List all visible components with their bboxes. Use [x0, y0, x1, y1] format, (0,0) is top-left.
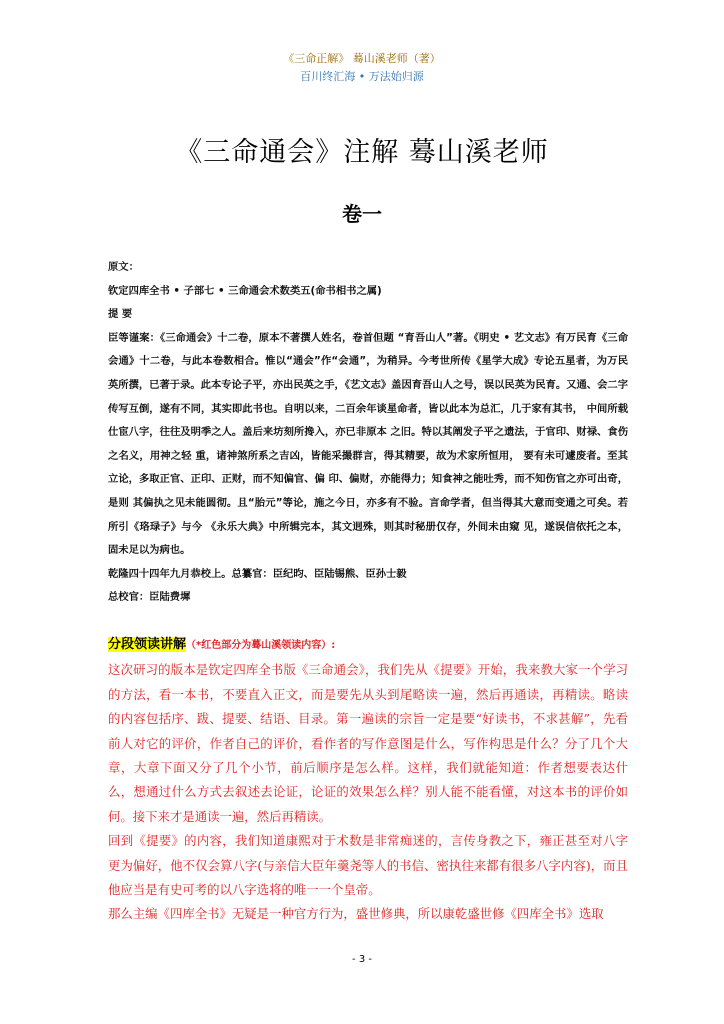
lecture-heading-line [108, 632, 628, 658]
running-header-motto: 百川终汇海 • 万法始归源 [300, 70, 424, 83]
lecture-note: （*红色部分为蓦山溪领读内容）: [186, 640, 336, 651]
volume-heading: 卷一 [342, 202, 382, 226]
original-date-line: 乾隆四十四年九月恭校上。总纂官：臣纪昀、臣陆锡熊、臣孙士毅 [108, 567, 407, 580]
page-title: 《三命通会》注解 蓦山溪老师 [175, 137, 549, 168]
original-label: 原文： [108, 261, 139, 273]
running-header-title: 《三命正解》 蓦山溪老师（著） [283, 52, 441, 65]
original-heading: 提 要 [108, 308, 133, 321]
original-source: 钦定四库全书 • 子部七 • 三命通会术数类五(命书相书之属) [108, 284, 382, 297]
lecture-paragraph-2: 回到《提要》的内容，我们知道康熙对于术数是非常痴迷的，言传身教之下，雍正甚至对八字更为偏好，他不仅会算八字(与亲信大臣年羹尧等人的书信、密执往来都有很多八字内容)，而且他应当是有史可考的以八字选将的唯一一个皇帝。 [108, 833, 628, 898]
page-number: - 3 - [352, 954, 372, 965]
lecture-paragraph-3: 那么主编《四库全书》无疑是一种官方行为，盛世修典，所以康乾盛世修《四库全书》选取 [108, 906, 604, 922]
original-text-section [108, 256, 628, 610]
lecture-section [108, 632, 628, 927]
original-paragraph: 臣等谨案：《三命通会》十二卷，原本不著撰人姓名，卷首但题 “育吾山人”著。《明史 • 艺文志》有万民育《三命会通》十二卷，与此本卷数相合。惟以“通会”作“会通”，为稍异。今考世所传《星学大成》专论五星者，为万民英所撰，已著于录。此本专论子平，亦出民英之手，《艺文志》盖因育吾山人之号，误以民英为民育。又通、会二字传写互倒，遂有不同，其实即此书也。自明以来，二百余年谈星命者，皆以此本为总汇，几于家有其书， 中间所载仕宦八字，往往及明季之人。盖后来坊刻所搀入，亦已非原本 之旧。特以其阐发子平之遗法，于官印、财禄、食伤之名义，用神之轻 重，诸神煞所系之吉凶，皆能采撮群言，得其精要，故为术家所恒用， 要有未可遽废者。至其立论，多取正官、正印、正财，而不知偏官、偏 印、偏财，亦能得力；知食神之能吐秀，而不知伤官之亦可出奇，是则 其偏执之见未能圆彻。且“胎元”等论，施之今日，亦多有不验。言命学者，但当得其大意而变通之可矣。若所引《珞琭子》与今 《永乐大典》中所辑完本，其文迥殊，则其时秘册仅存，外间未由窥 见，遂误信依托之本，固未足以为病也。 [108, 331, 628, 557]
original-proofreader-line: 总校官：臣陆费墀 [108, 591, 191, 604]
lecture-heading: 分段领读讲解 [108, 637, 187, 652]
lecture-paragraph-1: 这次研习的版本是钦定四库全书版《三命通会》，我们先从《提要》开始，我来教大家一个学习的方法，看一本书，不要直入正文，而是要先从头到尾略读一遍，然后再通读，再精读。略读的内容包括序、跋、提要、结语、目录。第一遍读的宗旨一定是要“好读书，不求甚解”，先看前人对它的评价，作者自己的评价，看作者的写作意图是什么，写作构思是什么？分了几个大章，大章下面又分了几个小节，前后顺序是怎么样。这样，我们就能知道：作者想要表达什么，想通过什么方式去叙述去论证，论证的效果怎么样？别人能不能看懂，对这本书的评价如何。接下来才是通读一遍，然后再精读。 [108, 662, 628, 824]
